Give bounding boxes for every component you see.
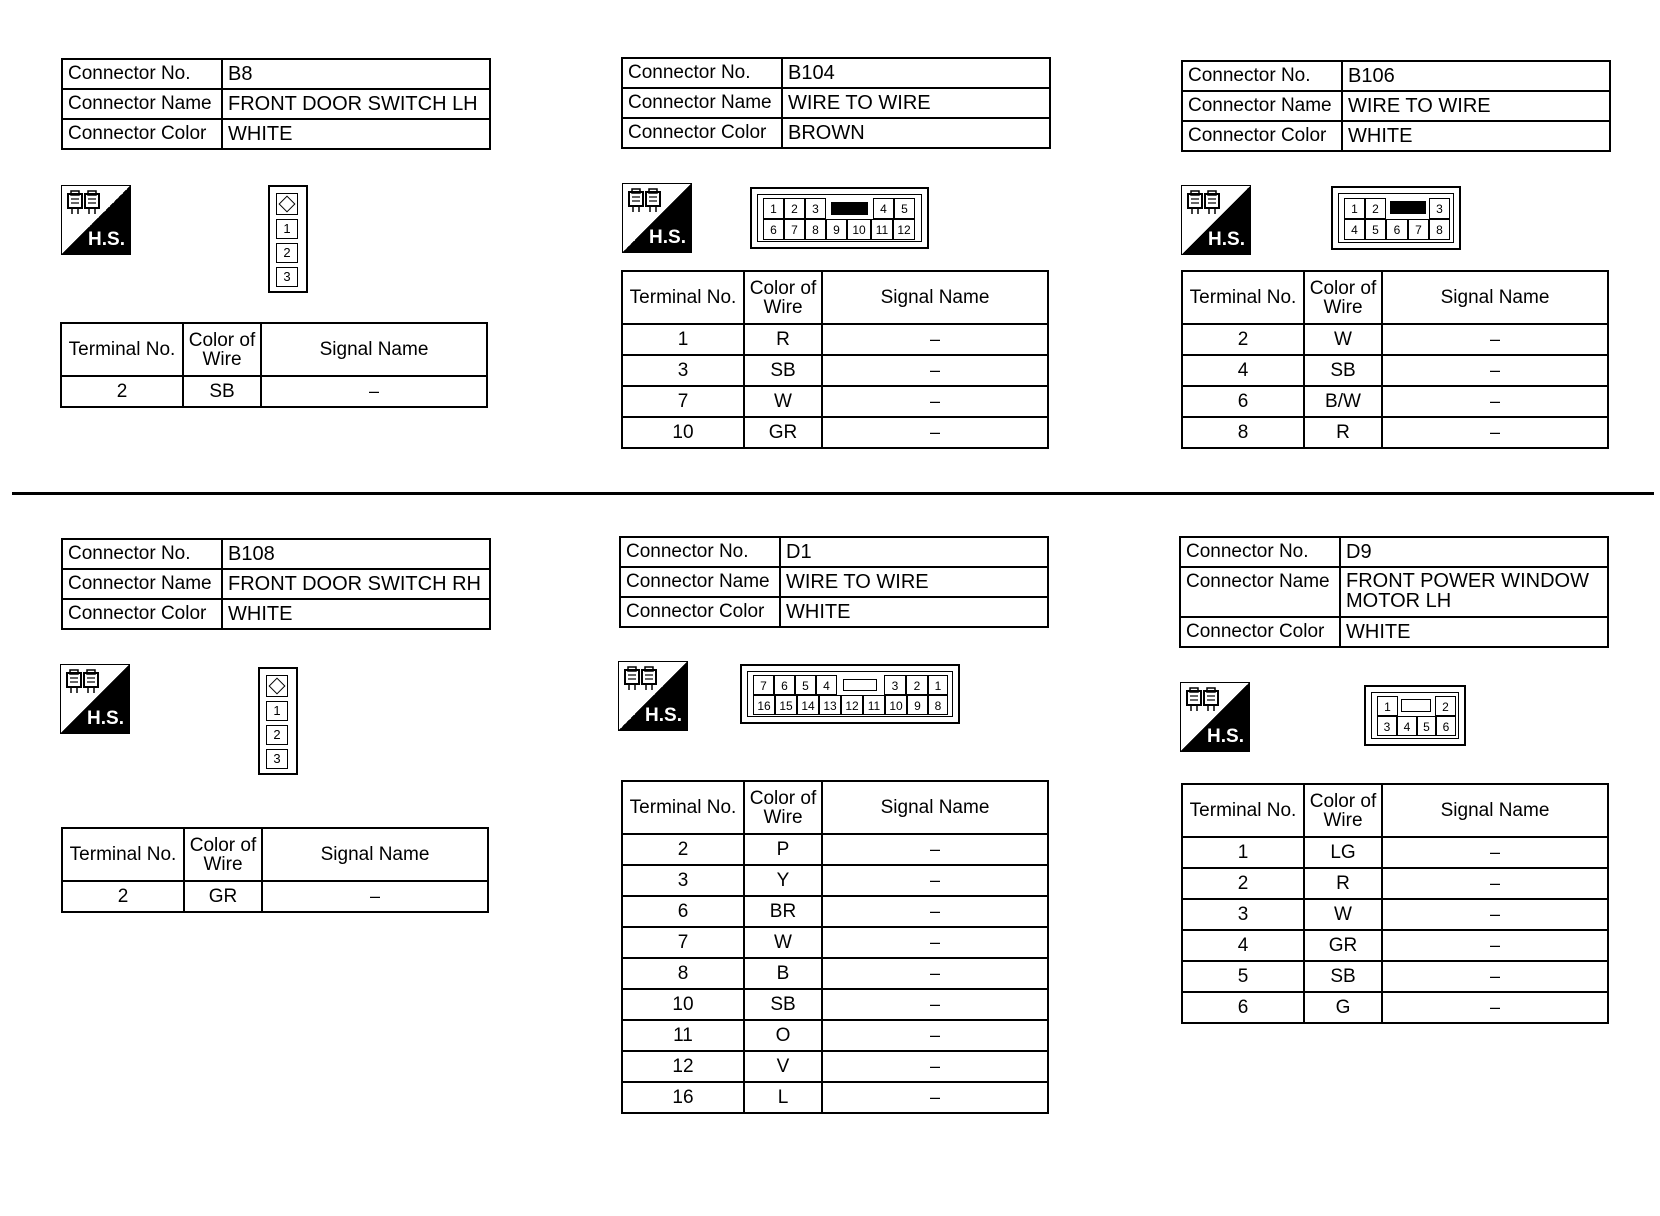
lock-diamond-icon	[266, 675, 288, 697]
connector-info-table	[1179, 536, 1609, 648]
pin: 10	[885, 695, 907, 715]
connector-info-table	[61, 58, 491, 150]
connector-info-table	[1181, 60, 1611, 152]
connector-color-value: WHITE	[222, 599, 490, 629]
keyway-block	[831, 202, 868, 215]
pin: 6	[774, 675, 795, 695]
connector-block-b108	[61, 538, 491, 630]
keyway-slot	[1401, 699, 1431, 712]
connector-name-label: Connector Name	[62, 89, 222, 119]
signal-name-cell: –	[262, 881, 488, 912]
signal-name-cell: –	[1382, 899, 1608, 930]
wire-color-cell: W	[1304, 899, 1382, 930]
terminal-table	[1181, 270, 1609, 449]
connector-color-label: Connector Color	[62, 119, 222, 149]
wire-color-cell: SB	[744, 355, 822, 386]
wire-color-cell: LG	[1304, 837, 1382, 868]
section-divider	[12, 492, 1654, 495]
connector-info-table	[61, 538, 491, 630]
connector-block-b8	[61, 58, 491, 150]
connector-color-label: Connector Color	[620, 597, 780, 627]
table-row	[622, 834, 1048, 865]
pin: 2	[1435, 696, 1456, 716]
table-row	[1182, 992, 1608, 1023]
terminal-table	[621, 270, 1049, 449]
pin: 3	[1377, 716, 1397, 736]
terminal-no-cell: 7	[622, 927, 744, 958]
pin: 14	[797, 695, 819, 715]
terminal-no-header: Terminal No.	[1182, 271, 1304, 324]
table-row	[1182, 837, 1608, 868]
terminal-no-cell: 10	[622, 417, 744, 448]
connector-color-value: WHITE	[222, 119, 490, 149]
pin: 8	[1429, 219, 1450, 240]
terminal-no-cell: 5	[1182, 961, 1304, 992]
connector-color-label: Connector Color	[1182, 121, 1342, 151]
wire-color-cell: R	[1304, 417, 1382, 448]
wire-color-header: Color of Wire	[183, 323, 261, 376]
harness-side-label: H.S.	[87, 708, 124, 729]
signal-name-cell: –	[822, 834, 1048, 865]
connector-symbol-icon	[66, 669, 100, 695]
terminal-no-cell: 10	[622, 989, 744, 1020]
signal-name-cell: –	[1382, 930, 1608, 961]
signal-name-cell: –	[1382, 992, 1608, 1023]
signal-name-cell: –	[1382, 417, 1608, 448]
pin: 1	[1377, 696, 1398, 716]
terminal-no-cell: 8	[1182, 417, 1304, 448]
signal-name-cell: –	[822, 989, 1048, 1020]
table-row	[1182, 930, 1608, 961]
wire-color-cell: B/W	[1304, 386, 1382, 417]
terminal-table	[60, 322, 488, 408]
pin: 2	[906, 675, 928, 695]
harness-side-symbol	[1181, 185, 1251, 255]
connector-name-value: WIRE TO WIRE	[782, 88, 1050, 118]
pin: 5	[795, 675, 816, 695]
connector-symbol-icon	[1187, 190, 1221, 216]
wire-color-cell: G	[1304, 992, 1382, 1023]
terminal-no-cell: 7	[622, 386, 744, 417]
connector-name-label: Connector Name	[62, 569, 222, 599]
terminal-no-cell: 4	[1182, 355, 1304, 386]
terminal-no-cell: 2	[62, 881, 184, 912]
signal-name-cell: –	[822, 1082, 1048, 1113]
connector-no-value: B106	[1342, 61, 1610, 91]
table-row	[1182, 324, 1608, 355]
terminal-no-cell: 2	[1182, 324, 1304, 355]
signal-name-cell: –	[822, 958, 1048, 989]
table-row	[1182, 386, 1608, 417]
table-row	[62, 881, 488, 912]
table-row	[622, 865, 1048, 896]
table-row	[622, 958, 1048, 989]
terminal-no-header: Terminal No.	[622, 781, 744, 834]
pin: 13	[819, 695, 841, 715]
pin: 12	[841, 695, 863, 715]
table-row	[622, 927, 1048, 958]
signal-name-cell: –	[1382, 961, 1608, 992]
keyway-slot	[843, 679, 877, 691]
signal-name-header: Signal Name	[261, 323, 487, 376]
pin: 7	[1408, 219, 1429, 240]
table-row	[1182, 355, 1608, 386]
table-row	[1182, 899, 1608, 930]
table-row	[622, 386, 1048, 417]
terminal-no-header: Terminal No.	[1182, 784, 1304, 837]
pin: 6	[763, 219, 784, 240]
connector-face-b104	[750, 187, 929, 249]
pin: 8	[928, 695, 948, 715]
wire-color-cell: L	[744, 1082, 822, 1113]
connector-no-label: Connector No.	[622, 58, 782, 88]
pin: 3	[276, 267, 298, 287]
pin: 2	[276, 243, 298, 263]
harness-side-symbol	[60, 664, 130, 734]
terminal-no-cell: 1	[1182, 837, 1304, 868]
pin: 2	[784, 198, 805, 219]
terminal-no-cell: 2	[1182, 868, 1304, 899]
pin: 4	[873, 198, 894, 219]
terminal-no-cell: 1	[622, 324, 744, 355]
signal-name-header: Signal Name	[1382, 784, 1608, 837]
connector-face-b8	[268, 185, 308, 293]
signal-name-cell: –	[1382, 324, 1608, 355]
signal-name-cell: –	[822, 355, 1048, 386]
connector-face-d9	[1364, 685, 1466, 746]
connector-name-value: FRONT DOOR SWITCH RH	[222, 569, 490, 599]
terminal-no-cell: 6	[1182, 992, 1304, 1023]
signal-name-cell: –	[822, 324, 1048, 355]
table-row	[622, 896, 1048, 927]
pin: 12	[893, 219, 915, 240]
signal-name-cell: –	[822, 927, 1048, 958]
pin: 5	[1365, 219, 1386, 240]
connector-symbol-icon	[624, 666, 658, 692]
signal-name-cell: –	[822, 865, 1048, 896]
pin: 4	[1397, 716, 1417, 736]
terminal-no-cell: 6	[1182, 386, 1304, 417]
connector-face-b106	[1331, 186, 1461, 250]
connector-no-label: Connector No.	[620, 537, 780, 567]
pin: 1	[1344, 198, 1365, 219]
terminal-no-header: Terminal No.	[62, 828, 184, 881]
wire-color-cell: W	[1304, 324, 1382, 355]
wire-color-cell: SB	[744, 989, 822, 1020]
wire-color-cell: GR	[744, 417, 822, 448]
connector-no-label: Connector No.	[1182, 61, 1342, 91]
connector-symbol-icon	[1186, 687, 1220, 713]
table-row	[622, 989, 1048, 1020]
connector-name-value: FRONT DOOR SWITCH LH	[222, 89, 490, 119]
harness-side-label: H.S.	[1208, 229, 1245, 250]
connector-name-label: Connector Name	[622, 88, 782, 118]
table-row	[61, 376, 487, 407]
signal-name-cell: –	[822, 386, 1048, 417]
terminal-no-cell: 3	[622, 355, 744, 386]
pin: 2	[1365, 198, 1386, 219]
pin: 5	[1417, 716, 1436, 736]
connector-block-b106	[1181, 60, 1611, 152]
terminal-table	[1181, 783, 1609, 1024]
terminal-no-cell: 4	[1182, 930, 1304, 961]
pin: 4	[816, 675, 837, 695]
signal-name-header: Signal Name	[822, 271, 1048, 324]
connector-no-value: D1	[780, 537, 1048, 567]
signal-name-cell: –	[822, 1020, 1048, 1051]
connector-no-value: B8	[222, 59, 490, 89]
connector-face-b108	[258, 667, 298, 775]
connector-color-value: WHITE	[1342, 121, 1610, 151]
pin: 7	[784, 219, 805, 240]
terminal-no-cell: 12	[622, 1051, 744, 1082]
pin: 2	[266, 725, 288, 745]
connector-color-label: Connector Color	[62, 599, 222, 629]
wire-color-cell: O	[744, 1020, 822, 1051]
connector-color-value: BROWN	[782, 118, 1050, 148]
signal-name-header: Signal Name	[822, 781, 1048, 834]
wire-color-cell: R	[1304, 868, 1382, 899]
pin: 9	[907, 695, 928, 715]
signal-name-header: Signal Name	[1382, 271, 1608, 324]
wire-color-header: Color of Wire	[1304, 784, 1382, 837]
signal-name-cell: –	[261, 376, 487, 407]
signal-name-header: Signal Name	[262, 828, 488, 881]
pin: 3	[1429, 198, 1450, 219]
terminal-no-header: Terminal No.	[61, 323, 183, 376]
connector-no-label: Connector No.	[62, 59, 222, 89]
terminal-no-header: Terminal No.	[622, 271, 744, 324]
pin: 1	[266, 701, 288, 721]
terminal-no-cell: 3	[1182, 899, 1304, 930]
wire-color-cell: B	[744, 958, 822, 989]
connector-info-table	[619, 536, 1049, 628]
harness-side-label: H.S.	[1207, 726, 1244, 747]
table-row	[622, 1082, 1048, 1113]
connector-name-value: WIRE TO WIRE	[780, 567, 1048, 597]
connector-no-label: Connector No.	[1180, 537, 1340, 567]
lock-diamond-icon	[276, 193, 298, 215]
table-row	[622, 1051, 1048, 1082]
connector-block-d9	[1179, 536, 1609, 648]
wire-color-header: Color of Wire	[184, 828, 262, 881]
harness-side-label: H.S.	[645, 705, 682, 726]
connector-no-label: Connector No.	[62, 539, 222, 569]
pin: 3	[266, 749, 288, 769]
terminal-no-cell: 11	[622, 1020, 744, 1051]
table-row	[622, 1020, 1048, 1051]
terminal-table	[61, 827, 489, 913]
pin: 7	[753, 675, 774, 695]
pin: 6	[1386, 219, 1408, 240]
connector-symbol-icon	[628, 188, 662, 214]
connector-info-table	[621, 57, 1051, 149]
wire-color-header: Color of Wire	[744, 271, 822, 324]
pin: 3	[884, 675, 906, 695]
connector-no-value: B108	[222, 539, 490, 569]
wire-color-cell: W	[744, 386, 822, 417]
connector-color-value: WHITE	[780, 597, 1048, 627]
pin: 6	[1436, 716, 1456, 736]
connector-name-label: Connector Name	[1180, 567, 1340, 617]
table-row	[622, 324, 1048, 355]
wire-color-cell: GR	[1304, 930, 1382, 961]
connector-no-value: B104	[782, 58, 1050, 88]
terminal-no-cell: 2	[622, 834, 744, 865]
connector-name-value: FRONT POWER WINDOW MOTOR LH	[1340, 567, 1608, 617]
pin: 5	[894, 198, 915, 219]
table-row	[622, 355, 1048, 386]
terminal-no-cell: 6	[622, 896, 744, 927]
harness-side-symbol	[618, 661, 688, 731]
signal-name-cell: –	[822, 896, 1048, 927]
wire-color-cell: BR	[744, 896, 822, 927]
connector-color-value: WHITE	[1340, 617, 1608, 647]
harness-side-symbol	[61, 185, 131, 255]
connector-color-label: Connector Color	[1180, 617, 1340, 647]
pin: 16	[753, 695, 775, 715]
pin: 3	[805, 198, 826, 219]
terminal-table	[621, 780, 1049, 1114]
connector-block-d1	[619, 536, 1049, 628]
harness-side-label: H.S.	[88, 229, 125, 250]
pin: 11	[863, 695, 885, 715]
wire-color-cell: W	[744, 927, 822, 958]
table-row	[622, 417, 1048, 448]
wire-color-cell: SB	[1304, 355, 1382, 386]
table-row	[1182, 961, 1608, 992]
pin: 15	[775, 695, 797, 715]
pin: 1	[928, 675, 948, 695]
wire-color-cell: GR	[184, 881, 262, 912]
connector-block-b104	[621, 57, 1051, 149]
wire-color-header: Color of Wire	[744, 781, 822, 834]
connector-name-value: WIRE TO WIRE	[1342, 91, 1610, 121]
signal-name-cell: –	[1382, 386, 1608, 417]
pin: 4	[1344, 219, 1365, 240]
pin: 10	[847, 219, 871, 240]
terminal-no-cell: 2	[61, 376, 183, 407]
wire-color-cell: P	[744, 834, 822, 865]
connector-name-label: Connector Name	[1182, 91, 1342, 121]
connector-symbol-icon	[67, 190, 101, 216]
terminal-no-cell: 3	[622, 865, 744, 896]
harness-side-symbol	[622, 183, 692, 253]
wire-color-cell: V	[744, 1051, 822, 1082]
wire-color-cell: SB	[183, 376, 261, 407]
harness-side-symbol	[1180, 682, 1250, 752]
keyway-block	[1390, 201, 1426, 214]
pin: 11	[871, 219, 893, 240]
table-row	[1182, 868, 1608, 899]
signal-name-cell: –	[1382, 355, 1608, 386]
terminal-no-cell: 8	[622, 958, 744, 989]
connector-no-value: D9	[1340, 537, 1608, 567]
connector-color-label: Connector Color	[622, 118, 782, 148]
connector-face-d1	[740, 664, 960, 724]
signal-name-cell: –	[822, 1051, 1048, 1082]
pin: 9	[826, 219, 847, 240]
wire-color-header: Color of Wire	[1304, 271, 1382, 324]
wire-color-cell: R	[744, 324, 822, 355]
connector-name-label: Connector Name	[620, 567, 780, 597]
signal-name-cell: –	[822, 417, 1048, 448]
wire-color-cell: SB	[1304, 961, 1382, 992]
signal-name-cell: –	[1382, 868, 1608, 899]
pin: 1	[276, 219, 298, 239]
signal-name-cell: –	[1382, 837, 1608, 868]
pin: 8	[805, 219, 826, 240]
harness-side-label: H.S.	[649, 227, 686, 248]
pin: 1	[763, 198, 784, 219]
table-row	[1182, 417, 1608, 448]
terminal-no-cell: 16	[622, 1082, 744, 1113]
wire-color-cell: Y	[744, 865, 822, 896]
